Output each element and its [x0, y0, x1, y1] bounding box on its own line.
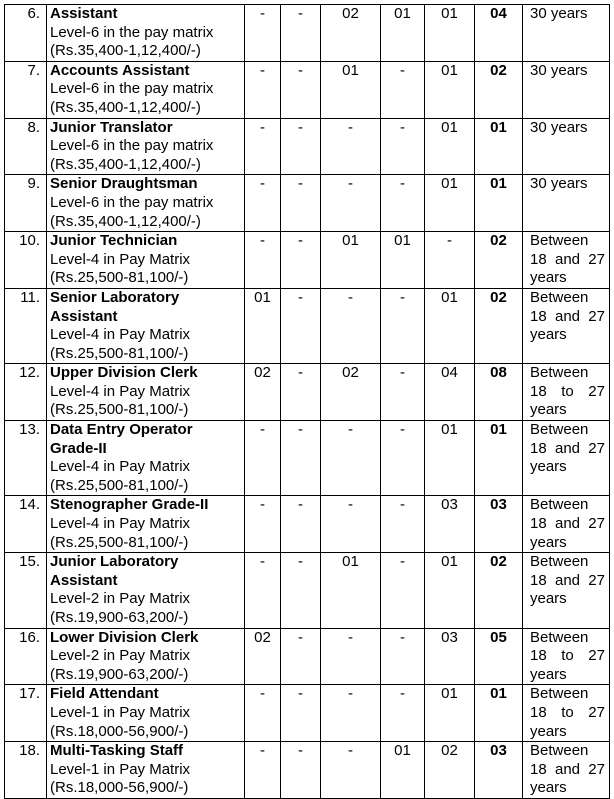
vacancy-count-c4: - [381, 553, 425, 628]
serial-number-cell: 15. [5, 553, 47, 628]
vacancy-count-c4: 01 [381, 232, 425, 289]
vacancy-count-c2: - [281, 628, 321, 685]
post-title: Junior Technician [50, 232, 178, 250]
serial-number-cell: 17. [5, 685, 47, 742]
table-row [5, 232, 610, 289]
vacancy-count-c3: 02 [321, 364, 381, 421]
vacancy-count-c5: 01 [425, 118, 475, 175]
pay-level: Level-4 in Pay Matrix [50, 326, 191, 344]
post-title: Stenographer Grade-II [50, 496, 209, 514]
pay-level: Level-4 in Pay Matrix [50, 250, 191, 268]
vacancy-count-c1: - [245, 421, 281, 496]
pay-scale: (Rs.18,000-56,900/-) [50, 722, 189, 740]
vacancy-count-c3: - [321, 175, 381, 232]
age-limit-cell: Between 18 to 27 years [523, 628, 610, 685]
table-row [5, 628, 610, 685]
table-row [5, 421, 610, 496]
age-limit-cell: Between 18 and 27 years [523, 742, 610, 799]
vacancy-count-c2: - [281, 232, 321, 289]
serial-number-cell: 9. [5, 175, 47, 232]
post-cell [47, 628, 245, 685]
vacancy-count-c5: 01 [425, 553, 475, 628]
pay-scale: (Rs.18,000-56,900/-) [50, 779, 189, 797]
pay-level: Level-6 in the pay matrix [50, 23, 214, 41]
post-cell [47, 496, 245, 553]
vacancy-count-c4: 01 [381, 5, 425, 62]
vacancy-count-c4: - [381, 364, 425, 421]
post-cell [47, 553, 245, 628]
vacancy-count-c5: - [425, 232, 475, 289]
total-vacancies-cell: 02 [475, 553, 523, 628]
pay-level: Level-4 in Pay Matrix [50, 515, 191, 533]
vacancy-count-c5: 01 [425, 5, 475, 62]
vacancy-count-c1: 02 [245, 364, 281, 421]
vacancy-count-c2: - [281, 288, 321, 363]
pay-scale: (Rs.25,500-81,100/-) [50, 344, 189, 362]
total-vacancies-cell: 02 [475, 61, 523, 118]
vacancy-count-c5: 04 [425, 364, 475, 421]
age-limit-cell: Between 18 to 27 years [523, 364, 610, 421]
post-cell [47, 288, 245, 363]
pay-level: Level-6 in the pay matrix [50, 137, 214, 155]
pay-scale: (Rs.25,500-81,100/-) [50, 401, 189, 419]
pay-level: Level-2 in Pay Matrix [50, 647, 191, 665]
vacancy-count-c1: - [245, 685, 281, 742]
vacancy-rows [5, 5, 610, 799]
age-limit-cell: 30 years [523, 118, 610, 175]
vacancy-table [4, 4, 610, 799]
vacancy-count-c5: 01 [425, 421, 475, 496]
pay-level: Level-4 in Pay Matrix [50, 458, 191, 476]
vacancy-count-c5: 03 [425, 628, 475, 685]
pay-level: Level-1 in Pay Matrix [50, 760, 191, 778]
vacancy-count-c4: - [381, 175, 425, 232]
vacancy-count-c1: - [245, 742, 281, 799]
age-limit-cell: Between 18 and 27 years [523, 553, 610, 628]
vacancy-count-c4: - [381, 288, 425, 363]
vacancy-count-c3: - [321, 421, 381, 496]
vacancy-count-c1: - [245, 496, 281, 553]
total-vacancies-cell: 04 [475, 5, 523, 62]
total-vacancies-cell: 03 [475, 496, 523, 553]
total-vacancies-cell: 02 [475, 232, 523, 289]
serial-number-cell: 18. [5, 742, 47, 799]
vacancy-count-c3: - [321, 118, 381, 175]
post-cell [47, 421, 245, 496]
pay-scale: (Rs.35,400-1,12,400/-) [50, 42, 201, 60]
vacancy-count-c3: - [321, 496, 381, 553]
table-row [5, 364, 610, 421]
total-vacancies-cell: 01 [475, 175, 523, 232]
vacancy-count-c1: - [245, 175, 281, 232]
post-cell [47, 685, 245, 742]
vacancy-count-c1: - [245, 553, 281, 628]
serial-number-cell: 12. [5, 364, 47, 421]
vacancy-count-c4: - [381, 496, 425, 553]
vacancy-count-c3: - [321, 628, 381, 685]
vacancy-count-c5: 03 [425, 496, 475, 553]
pay-level: Level-1 in Pay Matrix [50, 703, 191, 721]
post-cell [47, 742, 245, 799]
post-title: Data Entry Operator Grade-II [50, 421, 193, 457]
post-cell [47, 175, 245, 232]
post-title: Accounts Assistant [50, 61, 190, 79]
serial-number-cell: 11. [5, 288, 47, 363]
total-vacancies-cell: 01 [475, 685, 523, 742]
post-title: Senior Laboratory Assistant [50, 288, 180, 325]
vacancy-count-c3: - [321, 685, 381, 742]
vacancy-count-c5: 01 [425, 175, 475, 232]
vacancy-count-c4: - [381, 421, 425, 496]
vacancy-count-c1: 01 [245, 288, 281, 363]
vacancy-count-c5: 02 [425, 742, 475, 799]
pay-scale: (Rs.25,500-81,100/-) [50, 476, 189, 494]
age-limit-cell: Between 18 and 27 years [523, 232, 610, 289]
table-row [5, 61, 610, 118]
vacancy-count-c2: - [281, 421, 321, 496]
post-title: Junior Laboratory Assistant [50, 553, 179, 589]
vacancy-count-c5: 01 [425, 61, 475, 118]
serial-number-cell: 13. [5, 421, 47, 496]
vacancy-count-c4: - [381, 685, 425, 742]
total-vacancies-cell: 02 [475, 288, 523, 363]
table-row [5, 175, 610, 232]
vacancy-count-c2: - [281, 118, 321, 175]
table-row [5, 742, 610, 799]
post-cell [47, 5, 245, 62]
post-title: Junior Translator [50, 118, 173, 136]
total-vacancies-cell: 01 [475, 118, 523, 175]
total-vacancies-cell: 05 [475, 628, 523, 685]
age-limit-cell: Between 18 and 27 years [523, 496, 610, 553]
vacancy-count-c3: - [321, 742, 381, 799]
vacancy-count-c3: 01 [321, 232, 381, 289]
vacancy-count-c2: - [281, 496, 321, 553]
vacancy-count-c1: - [245, 61, 281, 118]
vacancy-count-c4: - [381, 118, 425, 175]
vacancy-count-c1: - [245, 118, 281, 175]
vacancy-count-c5: 01 [425, 288, 475, 363]
age-limit-cell: 30 years [523, 175, 610, 232]
vacancy-count-c2: - [281, 175, 321, 232]
age-limit-cell: Between 18 and 27 years [523, 288, 610, 363]
vacancy-count-c4: 01 [381, 742, 425, 799]
vacancy-count-c3: - [321, 288, 381, 363]
pay-scale: (Rs.25,500-81,100/-) [50, 533, 189, 551]
vacancy-count-c4: - [381, 628, 425, 685]
table-row [5, 685, 610, 742]
pay-level: Level-6 in the pay matrix [50, 193, 214, 211]
vacancy-count-c1: 02 [245, 628, 281, 685]
vacancy-count-c1: - [245, 232, 281, 289]
pay-scale: (Rs.19,900-63,200/-) [50, 609, 189, 626]
serial-number-cell: 14. [5, 496, 47, 553]
serial-number-cell: 16. [5, 628, 47, 685]
post-title: Assistant [50, 5, 118, 22]
age-limit-cell: Between 18 to 27 years [523, 685, 610, 742]
vacancy-count-c4: - [381, 61, 425, 118]
post-title: Field Attendant [50, 685, 159, 703]
age-limit-cell: 30 years [523, 61, 610, 118]
pay-level: Level-6 in the pay matrix [50, 80, 214, 98]
pay-level: Level-2 in Pay Matrix [50, 590, 191, 608]
post-cell [47, 364, 245, 421]
vacancy-count-c2: - [281, 742, 321, 799]
post-cell [47, 232, 245, 289]
table-row [5, 553, 610, 628]
pay-scale: (Rs.35,400-1,12,400/-) [50, 155, 201, 173]
table-row [5, 118, 610, 175]
total-vacancies-cell: 01 [475, 421, 523, 496]
serial-number-cell: 7. [5, 61, 47, 118]
vacancy-count-c2: - [281, 5, 321, 62]
vacancy-count-c3: 02 [321, 5, 381, 62]
serial-number-cell: 6. [5, 5, 47, 62]
age-limit-cell: Between 18 and 27 years [523, 421, 610, 496]
table-row [5, 288, 610, 363]
pay-scale: (Rs.35,400-1,12,400/-) [50, 98, 201, 116]
post-title: Upper Division Clerk [50, 364, 198, 382]
age-limit-cell: 30 years [523, 5, 610, 62]
serial-number-cell: 8. [5, 118, 47, 175]
vacancy-count-c1: - [245, 5, 281, 62]
post-cell [47, 61, 245, 118]
total-vacancies-cell: 03 [475, 742, 523, 799]
post-title: Senior Draughtsman [50, 175, 198, 193]
vacancy-count-c3: 01 [321, 553, 381, 628]
post-cell [47, 118, 245, 175]
pay-scale: (Rs.19,900-63,200/-) [50, 665, 189, 683]
total-vacancies-cell: 08 [475, 364, 523, 421]
post-title: Multi-Tasking Staff [50, 742, 184, 760]
pay-scale: (Rs.25,500-81,100/-) [50, 269, 189, 287]
serial-number-cell: 10. [5, 232, 47, 289]
post-title: Lower Division Clerk [50, 628, 199, 646]
vacancy-count-c2: - [281, 364, 321, 421]
pay-level: Level-4 in Pay Matrix [50, 382, 191, 400]
table-row [5, 5, 610, 62]
vacancy-count-c2: - [281, 61, 321, 118]
vacancy-count-c2: - [281, 553, 321, 628]
vacancy-count-c5: 01 [425, 685, 475, 742]
table-row [5, 496, 610, 553]
vacancy-count-c2: - [281, 685, 321, 742]
pay-scale: (Rs.35,400-1,12,400/-) [50, 212, 201, 230]
vacancy-count-c3: 01 [321, 61, 381, 118]
